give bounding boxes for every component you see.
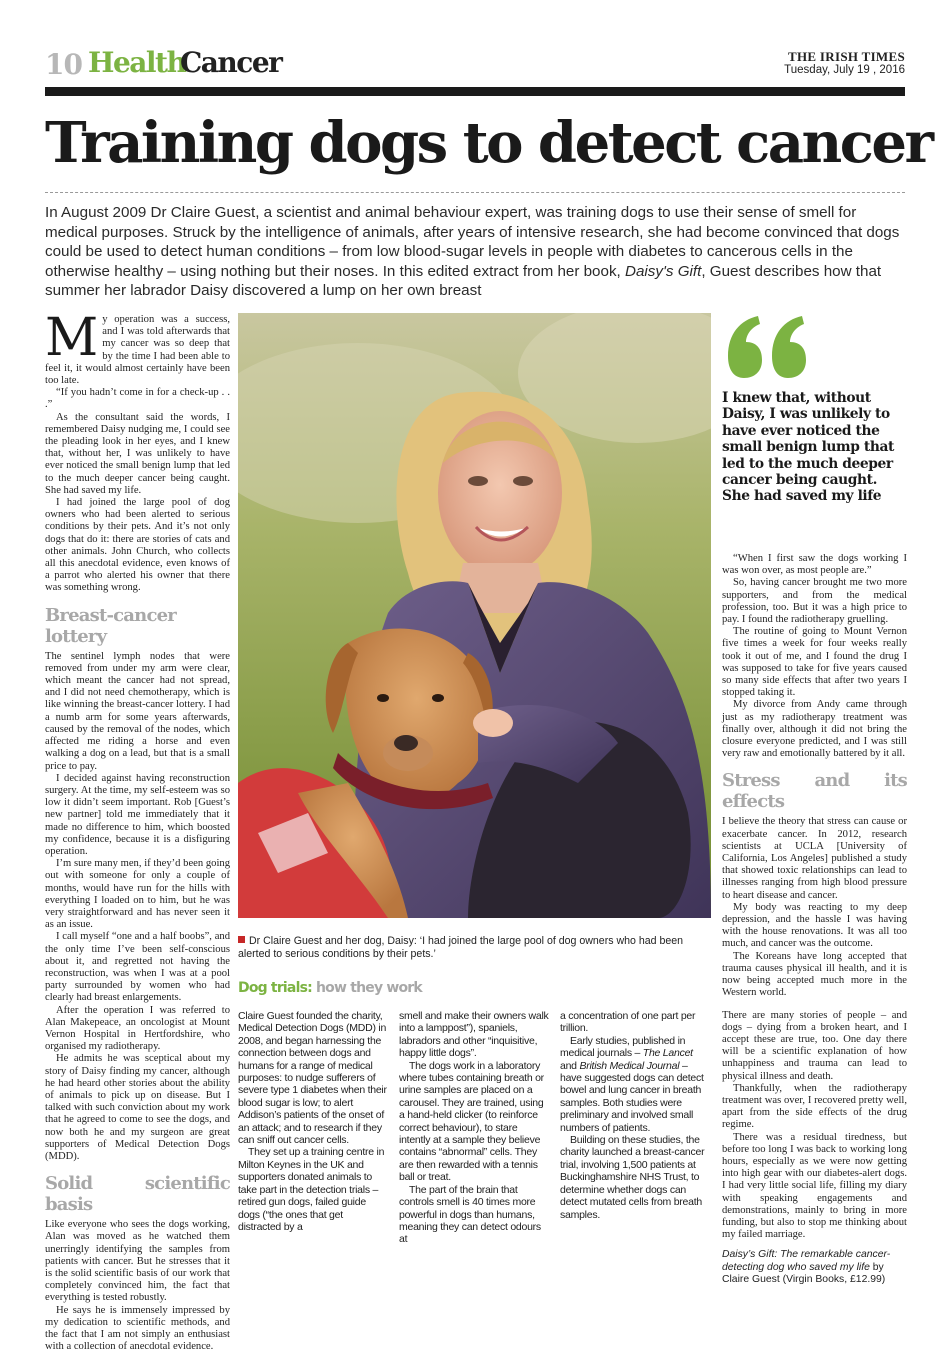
paragraph: Like everyone who sees the dogs working, Alan was moved as he watched them unerringly identifying the samples from patients with cancer. But he stresses that it is the solid scientific basis of our work that completely convinced him, the fact that everything is tested robustly.	[45, 1219, 230, 1304]
paragraph: “When I first saw the dogs working I was won over, as most people are.”	[722, 553, 907, 577]
factbox-text: – have suggested dogs can detect bowel and lung cancer in breath samples. Both studies were preliminary and involved small numbers of patients.	[560, 1059, 704, 1134]
standfirst	[45, 203, 905, 301]
standfirst-text: In August 2009 Dr Claire Guest, a scientist and animal behaviour expert, was training dogs to use their sense of smell for medical purposes. Struck by the intelligence of animals, after years of intensive research, she had become convinced that dogs could be used to detect human conditions – from low blood-sugar levels in people with diabetes to cancerous cells in the otherwise healthy – using nothing but their noses. In this edited extract from her book,	[45, 204, 900, 280]
quote-mark-icon	[722, 312, 812, 382]
paragraph: The routine of going to Mount Vernon five times a week for four weeks really took it out of me, and I found the drug I was supposed to take for five years caused so many side effects that after two years I stopped taking it.	[722, 626, 907, 699]
photo-caption	[238, 935, 708, 961]
caption-marker-icon	[238, 936, 245, 943]
paragraph: There are many stories of people – and dogs – dying from a broken heart, and I accept these are true, too. One day there will be a scientific explanation of how unhappiness and trauma can lead to physical illness and death.	[722, 1009, 907, 1082]
paragraph: After the operation I was referred to Alan Makepeace, an oncologist at Mount Vernon Hospital in Hertfordshire, who organised my radiotherapy.	[45, 1004, 230, 1053]
standfirst-text-end: , Guest describes how that summer her labrador Daisy discovered a lump on her own breast	[45, 262, 882, 299]
paragraph: I had joined the large pool of dog owners who had been alerted to serious conditions by their pets. And it’s not only dogs that do it: there are stories of cats and other animals. John Church, who collects all this anecdotal evidence, even knows of a parrot who alerted his owner that there was something wrong.	[45, 497, 230, 594]
factbox-paragraph: The part of the brain that controls smell is 40 times more powerful in dogs than humans, meaning they can detect odours at	[399, 1183, 541, 1246]
standfirst-book-title: Daisy's Gift	[625, 262, 702, 280]
masthead-rule	[45, 87, 905, 96]
paragraph: As the consultant said the words, I remembered Daisy nudging me, I could see the pleading look in her eyes, and I knew that, without her, I was unlikely to have ever noticed the small benign lump that led to the much deeper cancer being caught. She had saved my life.	[45, 411, 230, 496]
book-credit-publisher: by Claire Guest (Virgin Books, £12.99)	[722, 1261, 886, 1285]
journal-name: British Medical Journal	[579, 1059, 680, 1072]
opening-paragraph	[45, 308, 230, 387]
paragraph: The Koreans have long accepted that trauma causes physical ill health, and it is now being accepted much more in the Western world.	[722, 950, 907, 999]
factbox-paragraph: smell and make their owners walk into a lamppost”), spaniels, labradors and other “inquisitive, happy little dogs”.	[399, 1010, 549, 1060]
photo-illustration	[238, 313, 711, 918]
book-credit-title: Daisy’s Gift: The remarkable cancer-detecting dog who saved my life	[722, 1249, 891, 1273]
factbox-paragraph: Claire Guest founded the charity, Medical Detection Dogs (MDD) in 2008, and began harnessing the connection between dogs and humans for a range of medical purposes: to nudge sufferers of severe type 1 diabetes when their blood sugar is low; to alert Addison’s patients of the onset of an attack; and to research if they can sniff out cancer cells.	[238, 1010, 387, 1147]
dotted-divider	[45, 192, 905, 193]
paragraph: So, having cancer brought me two more supporters, and from the medical profession, too. But it was a high price to pay. I found the radiotherapy gruelling.	[722, 577, 907, 626]
body-column-4	[722, 553, 907, 1286]
factbox-paragraph	[560, 1035, 710, 1134]
headline: Training dogs to detect cancer	[45, 110, 932, 176]
paragraph: Thankfully, when the radiotherapy treatment was over, I recovered pretty well, apart from the side effects of the drug regime.	[722, 1082, 907, 1131]
body-column-1	[45, 308, 230, 1353]
subhead-solid-scientific-basis: Solid scientific basis	[45, 1173, 230, 1216]
factbox-title-green: Dog trials:	[238, 980, 312, 996]
paragraph: He admits he was sceptical about my story of Daisy finding my cancer, although he had heard other stories about the ability of animals to pick up on disease. But I talked with such conviction about my work that he agreed to come to see the dogs, and now both he and my surgeon are great supporters of Medical Detection Dogs (MDD).	[45, 1053, 230, 1162]
paragraph: I’m sure many men, if they’d been going out with someone for only a couple of months, would have run for the hills with everything I loaded on to him, but he was very straightforward and has never seen it as an issue.	[45, 858, 230, 931]
factbox-text: Early studies, published in medical journals –	[560, 1034, 686, 1060]
newspaper-name: THE IRISH TIMES	[788, 49, 905, 64]
section-label: Health	[88, 46, 186, 79]
paragraph: My divorce from Andy came through just as my radiotherapy treatment was finally over, although it did not bring the closure everyone predicted, and I was still very raw and emotionally battered by it all.	[722, 699, 907, 760]
subhead-breast-cancer-lottery: Breast-cancer lottery	[45, 604, 176, 647]
paragraph: I call myself “one and a half boobs”, and the only time I’ve been self-conscious about it, and regretted not having the reconstruction, was when I was at a pool party surrounded by women who had clearly had breast enlargements.	[45, 931, 230, 1004]
paragraph: The sentinel lymph nodes that were removed from under my arm were clear, which meant the cancer had not spread, and I did not need chemotherapy, which is like winning the breast-cancer lottery. I had a numb arm for some years afterwards, caused by the removal of the nodes, which affected me riding a horse and even walking a dog on a lead, but that is a small price to pay.	[45, 650, 230, 772]
paragraph: There was a residual tiredness, but before too long I was back to working long hours, especially as we were now getting into high gear with our diabetes-alert dogs. I had very little social life, filling my diary with speaking engagements and demonstrations, mainly to bring in more funding, but also to stop me thinking about my failed marriage.	[722, 1131, 907, 1241]
paragraph: My body was reacting to my deep depression, and the hassle I was having with the house renovations. It was all too much, and cancer was the outcome.	[722, 901, 907, 950]
subhead-stress-and-its-effects: Stress and its effects	[722, 770, 907, 813]
factbox-text: and	[560, 1059, 580, 1072]
factbox-title-grey: how they work	[311, 980, 422, 996]
article-photo	[238, 313, 711, 918]
subsection-label: Cancer	[180, 46, 282, 79]
caption-text: Dr Claire Guest and her dog, Daisy: ‘I had joined the large pool of dog owners who had been alerted to serious conditions by their pets.’	[238, 935, 684, 960]
book-credit	[722, 1249, 907, 1286]
factbox-paragraph: a concentration of one part per trillion.	[560, 1010, 696, 1035]
paragraph: I believe the theory that stress can cause or exacerbate cancer. In 2012, research scientists at UCLA [University of California, Los Angeles] published a study that showed toxic relationships can lead to illnesses ranging from high blood pressure to heart disease and cancer.	[722, 816, 907, 901]
journal-name: The Lancet	[642, 1047, 693, 1060]
factbox-column-2	[399, 1010, 549, 1246]
drop-cap: M	[45, 308, 99, 368]
paragraph: He says he is immensely impressed by my dedication to scientific methods, and the fact that I am not simply an enthusiast with a collection of anecdotal evidence.	[45, 1304, 230, 1353]
paragraph: “If you hadn’t come in for a check-up . . .”	[45, 387, 230, 411]
pull-quote: I knew that, without Daisy, I was unlikely to have ever noticed the small benign lump that led to the much deeper cancer being caught. She had saved my life	[722, 390, 895, 505]
factbox-paragraph: Building on these studies, the charity launched a breast-cancer trial, involving 1,500 patients at Buckinghamshire NHS Trust, to determine whether dogs can detect mutated cells from breath samples.	[560, 1134, 705, 1221]
paragraph-text: y operation was a success, and I was told afterwards that my cancer was so deep that by the time I had been able to feel it, it would almost certainly have been too late.	[45, 314, 230, 387]
issue-date: Tuesday, July 19 , 2016	[784, 64, 905, 76]
factbox-paragraph: The dogs work in a laboratory where tubes containing breath or urine samples are placed on a carousel. They are trained, using a hand-held clicker (to reinforce correct behaviour), to stare intently at a sample they believe contains “abnormal” cells. They are then rewarded with a tennis ball or treat.	[399, 1059, 544, 1184]
paragraph: I decided against having reconstruction surgery. At the time, my self-esteem was so low it didn’t seem important. Rob [Guest’s new partner] told me immediately that it made no difference to him, which boosted my confidence, because it is a disfiguring operation.	[45, 772, 230, 857]
factbox-column-1	[238, 1010, 388, 1233]
page-number: 10	[45, 48, 82, 81]
factbox-column-3	[560, 1010, 710, 1221]
factbox-paragraph: They set up a training centre in Milton Keynes in the UK and supporters donated animals to take part in the detection trials – retired gun dogs, failed guide dogs (“the ones that get distracted by a	[238, 1146, 385, 1233]
factbox-title	[238, 980, 422, 996]
